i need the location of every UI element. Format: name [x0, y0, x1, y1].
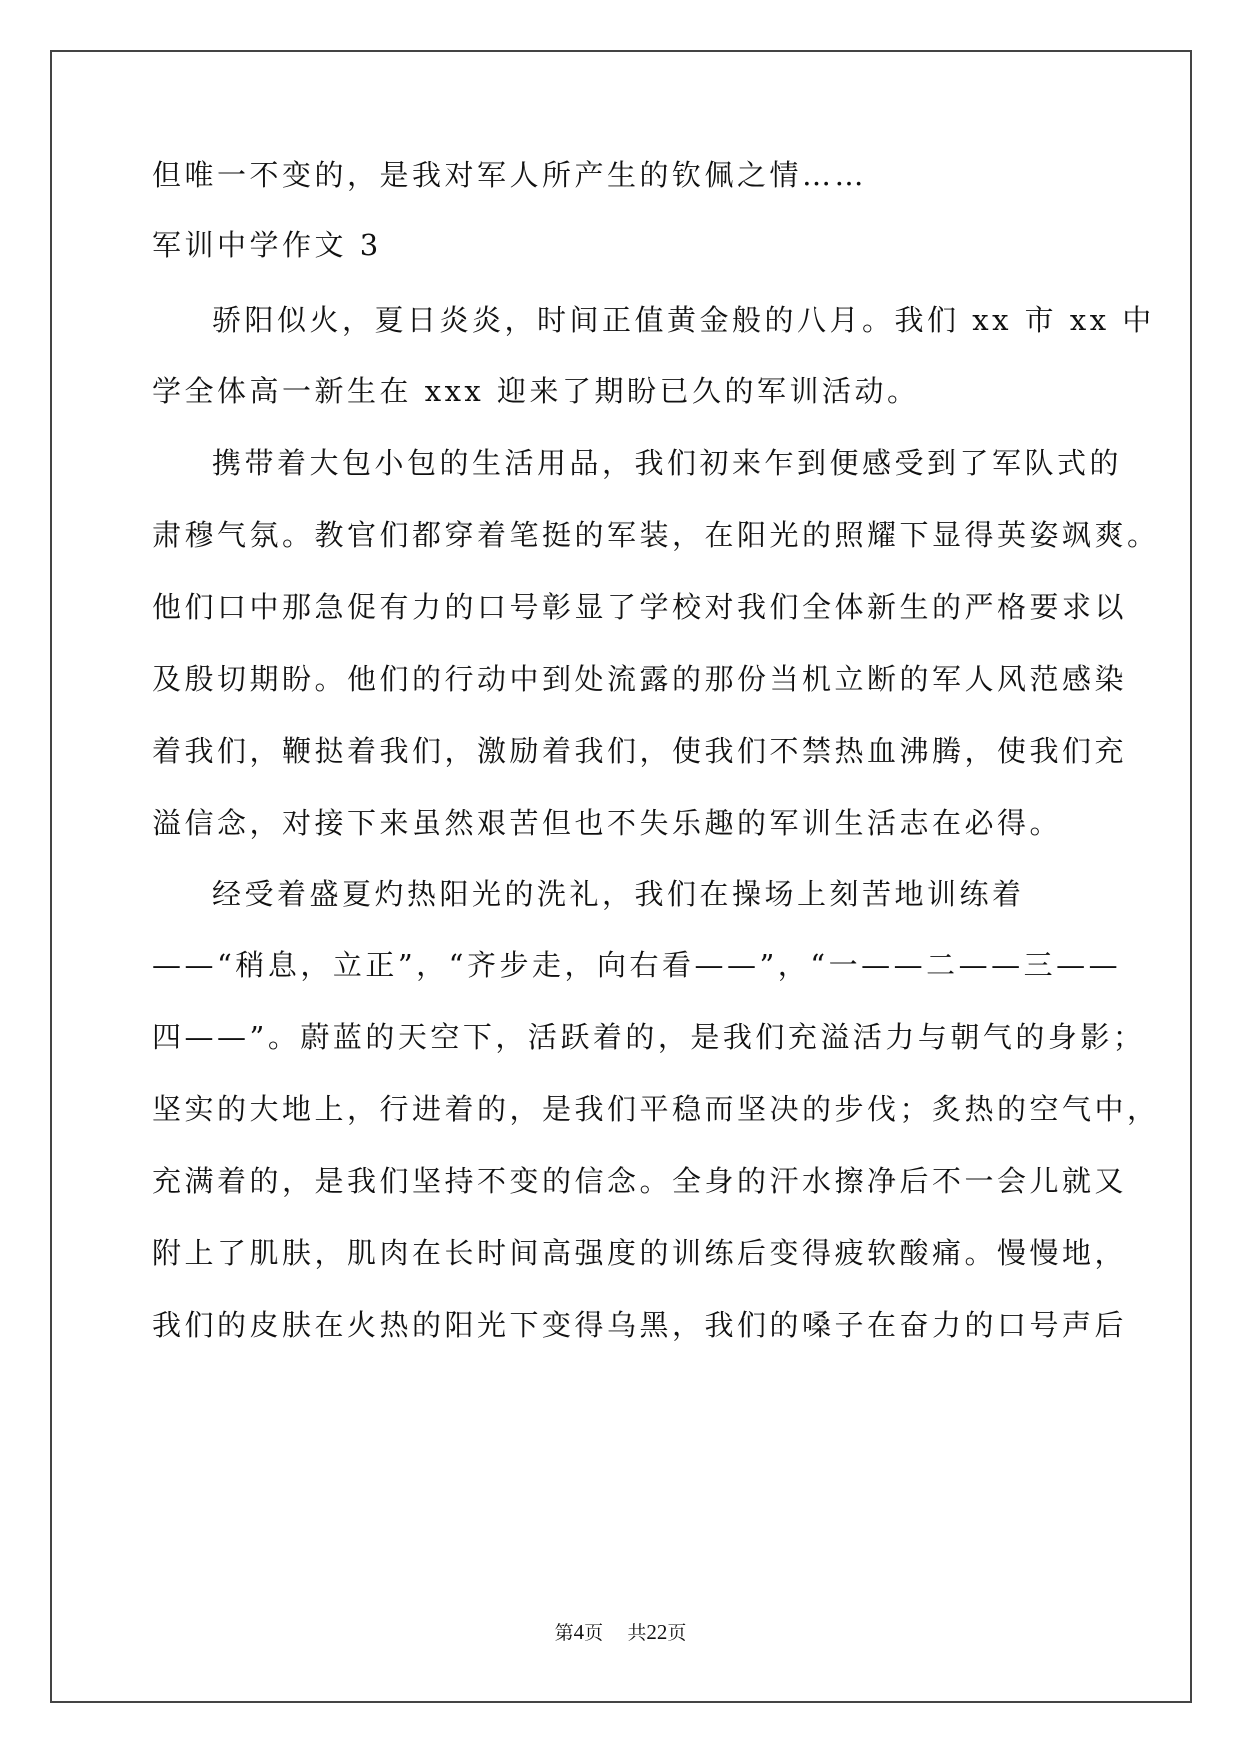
text-line: ——“稍息，立正”，“齐步走，向右看——”，“一——二——三——	[152, 948, 1122, 982]
total-pages: 22	[646, 1620, 668, 1644]
text-line: 四——”。蔚蓝的天空下，活跃着的，是我们充溢活力与朝气的身影；	[152, 1020, 1146, 1054]
page-footer	[0, 1620, 1241, 1645]
text-line: 骄阳似火，夏日炎炎，时间正值黄金般的八月。我们 xx 市 xx 中	[212, 303, 1155, 337]
text-line: 坚实的大地上，行进着的，是我们平稳而坚决的步伐；炙热的空气中，	[152, 1092, 1160, 1126]
text-line: 肃穆气氛。教官们都穿着笔挺的军装，在阳光的照耀下显得英姿飒爽。	[152, 518, 1160, 552]
text-line: 经受着盛夏灼热阳光的洗礼，我们在操场上刻苦地训练着	[212, 877, 1025, 911]
footer-total-prefix: 共	[627, 1622, 647, 1644]
text-line: 溢信念，对接下来虽然艰苦但也不失乐趣的军训生活志在必得。	[152, 806, 1063, 840]
text-line: 携带着大包小包的生活用品，我们初来乍到便感受到了军队式的	[212, 446, 1123, 480]
page-number: 4	[573, 1620, 585, 1644]
text-line: 充满着的，是我们坚持不变的信念。全身的汗水擦净后不一会儿就又	[152, 1164, 1128, 1198]
text-line: 着我们，鞭挞着我们，激励着我们，使我们不禁热血沸腾，使我们充	[152, 734, 1128, 768]
text-line: 他们口中那急促有力的口号彰显了学校对我们全体新生的严格要求以	[152, 590, 1128, 624]
text-line: 我们的皮肤在火热的阳光下变得乌黑，我们的嗓子在奋力的口号声后	[152, 1308, 1128, 1342]
footer-total-suffix: 页	[667, 1622, 687, 1644]
text-line: 但唯一不变的，是我对军人所产生的钦佩之情……	[152, 158, 868, 192]
section-heading: 军训中学作文 3	[152, 228, 382, 262]
footer-page-suffix: 页	[584, 1622, 604, 1644]
text-line: 及殷切期盼。他们的行动中到处流露的那份当机立断的军人风范感染	[152, 662, 1128, 696]
text-line: 附上了肌肤，肌肉在长时间高强度的训练后变得疲软酸痛。慢慢地，	[152, 1236, 1128, 1270]
text-line: 学全体高一新生在 xxx 迎来了期盼已久的军训活动。	[152, 374, 920, 408]
footer-prefix: 第	[554, 1622, 574, 1644]
